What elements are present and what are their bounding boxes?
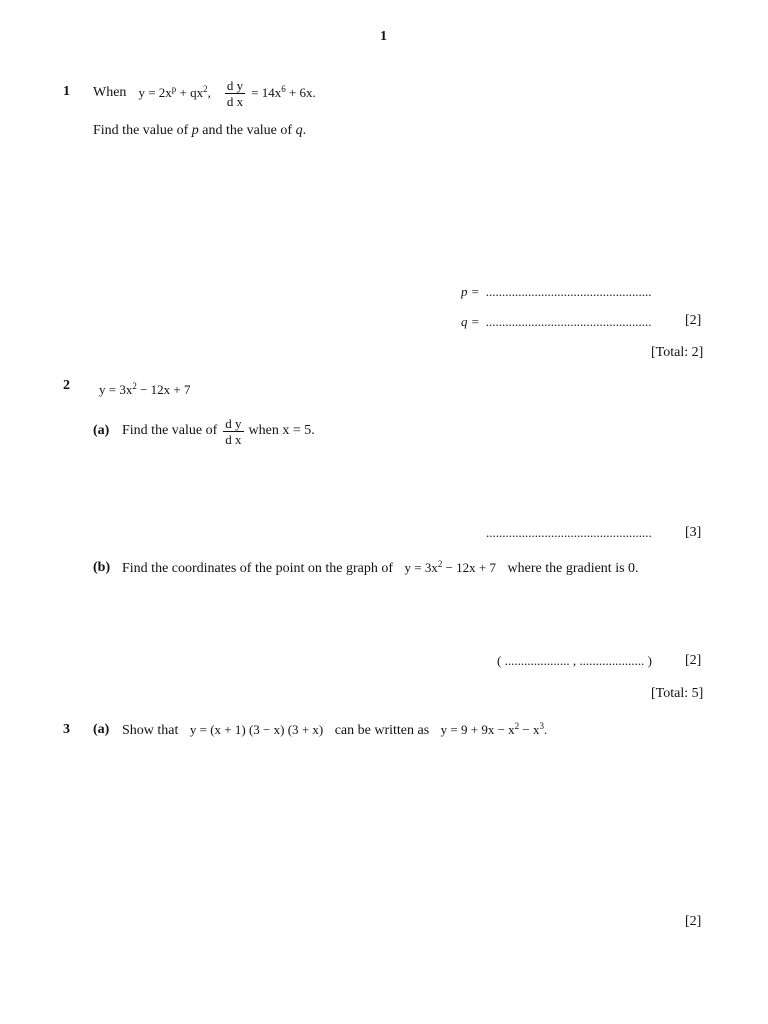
q3a-eq2-exponent-2: 2 [514, 721, 520, 731]
eq2-part-a: = 14x [251, 85, 282, 100]
question-2b-text [122, 560, 639, 577]
question-1-equation [138, 85, 210, 101]
fraction-denominator: d x [226, 93, 244, 109]
question-2a-marks: [3] [685, 525, 702, 540]
instruction-text-b: and the value of [198, 123, 296, 138]
q2b-text-a: Find the coordinates of the point on the graph of [122, 561, 393, 576]
question-2-total: [Total: 5] [651, 686, 704, 701]
q2b-eq-exponent-2: 2 [437, 559, 443, 569]
question-1-stem [93, 76, 316, 110]
question-number-2: 2 [63, 378, 70, 393]
q2b-equation [405, 560, 497, 575]
q2a-text-b: when x = 5. [248, 423, 315, 438]
q3a-equation-2 [441, 722, 548, 737]
q2b-eq-part-b: − 12x + 7 [442, 560, 497, 575]
answer-line-q [461, 314, 652, 330]
answer-q-label: q = [461, 314, 480, 329]
q2-eq-exponent-2: 2 [132, 381, 137, 391]
instruction-q: q [295, 123, 303, 138]
eq1-part-b: + qx [176, 85, 204, 100]
q3a-eq2-part-b: − x [519, 722, 540, 737]
answer-p-label: p = [461, 284, 480, 299]
answer-q-dots[interactable]: ................................................... [485, 314, 652, 329]
question-1-derivative-fraction [225, 78, 245, 109]
q2b-text-b: where the gradient is 0. [507, 561, 639, 576]
eq2-part-b: + 6x. [285, 85, 316, 100]
q2b-eq-part-a: y = 3x [404, 560, 438, 575]
question-number-1: 1 [63, 84, 70, 99]
question-2b-label: (b) [93, 560, 111, 575]
question-1-derivative-result [251, 85, 316, 101]
answer-line-p [461, 284, 652, 300]
q2-eq-part-a: y = 3x [99, 382, 133, 397]
fraction-numerator: d y [226, 77, 244, 93]
instruction-p: p [191, 123, 199, 138]
question-3a-marks: [2] [685, 914, 702, 929]
question-2a-derivative-fraction [223, 416, 243, 447]
question-2b-marks: [2] [685, 653, 702, 668]
eq1-part-a: y = 2x [138, 85, 172, 100]
eq1-exponent-p: p [171, 84, 177, 94]
eq2-exponent-6: 6 [281, 84, 286, 94]
instruction-text-a: Find the value of [93, 123, 192, 138]
q2-eq-part-b: − 12x + 7 [136, 382, 191, 397]
question-2a-text [122, 414, 315, 448]
instruction-period: . [302, 123, 307, 138]
question-1-marks: [2] [685, 313, 702, 328]
question-2a-label: (a) [93, 423, 110, 438]
q3a-eq2-part-a: y = 9 + 9x − x [440, 722, 515, 737]
eq1-comma: , [207, 85, 211, 100]
question-1-total: [Total: 2] [651, 345, 704, 360]
eq1-exponent-2: 2 [203, 84, 208, 94]
question-3a-text [122, 722, 547, 739]
q3a-eq2-period: . [544, 722, 548, 737]
q3a-text-a: Show that [122, 723, 179, 738]
question-1-when: When [93, 85, 127, 100]
question-2-equation [99, 382, 191, 398]
question-2a-answer-dots[interactable]: ................................................... [486, 525, 652, 540]
q3a-equation-1: y = (x + 1) (3 − x) (3 + x) [189, 722, 324, 737]
q2a-text-a: Find the value of [122, 423, 218, 438]
q3a-text-b: can be written as [334, 723, 430, 738]
page-number: 1 [380, 29, 387, 44]
question-1-instruction [93, 123, 306, 139]
question-number-3: 3 [63, 722, 70, 737]
q3a-eq2-exponent-3: 3 [539, 721, 545, 731]
question-2b-answer-coordinates[interactable]: ( .................... , .................... ) [497, 653, 652, 668]
fraction-denominator: d x [225, 431, 242, 447]
question-3a-label: (a) [93, 722, 110, 737]
answer-p-dots[interactable]: ................................................... [485, 284, 652, 299]
fraction-numerator: d y [225, 415, 242, 431]
